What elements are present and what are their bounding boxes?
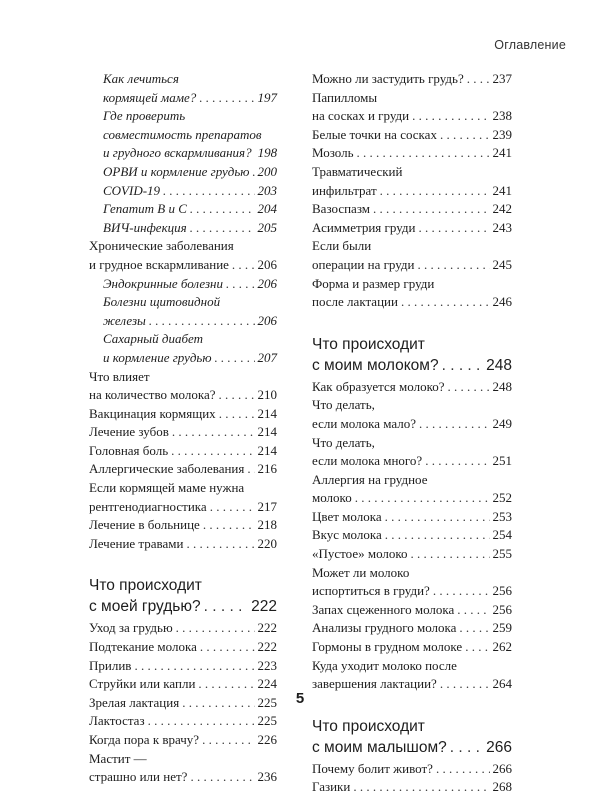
toc-entry-title-line: Форма и размер груди [312, 275, 435, 291]
toc-page-number: 214 [257, 424, 277, 440]
toc-entry [312, 396, 512, 433]
dot-leader [419, 415, 489, 434]
toc-entry-title-line: если молока мало? [312, 415, 417, 431]
toc-entry-title-line: железы [103, 312, 146, 328]
dot-leader [355, 489, 490, 508]
toc-section-heading [89, 575, 277, 617]
toc-entry-title-line: Если были [312, 238, 372, 254]
toc-entry-title-line: Что происходит [89, 577, 202, 595]
toc-entry-title-line: Газики [312, 779, 351, 795]
toc-entry [312, 657, 512, 694]
toc-page-number: 236 [257, 769, 277, 785]
dot-leader [425, 452, 489, 471]
toc-entry-title-line: с моей грудью? [89, 598, 201, 616]
dot-leader [219, 405, 255, 424]
toc-entry-title-line: Когда пора к врачу? [89, 732, 200, 747]
toc-entry-title-line: Что влияет [89, 368, 150, 384]
toc-entry [312, 526, 512, 545]
toc-entry-title-line: совместимость препаратов [103, 126, 262, 142]
dot-leader [203, 516, 255, 535]
toc-page-number: 251 [492, 453, 512, 469]
toc-entry [89, 750, 277, 787]
toc-entry [89, 479, 277, 516]
toc-page-number: 206 [257, 312, 277, 328]
dot-leader [465, 638, 489, 657]
toc-entry-title-line: Лечение зубов [89, 424, 169, 440]
dot-leader [385, 526, 490, 545]
dot-leader [433, 582, 490, 601]
toc-entry-title-line: Зрелая лактация [89, 694, 180, 710]
dot-leader [199, 89, 254, 108]
dot-leader [247, 460, 254, 479]
toc-entry-title-line: Как образуется молоко? [312, 378, 445, 394]
dot-leader [219, 386, 255, 405]
toc-entry [312, 601, 512, 620]
toc-entry [89, 70, 277, 107]
toc-entry-title-line: Болезни щитовидной [103, 294, 221, 310]
toc-entry [312, 378, 512, 397]
toc-entry-title-line: Куда уходит молоко после [312, 657, 457, 673]
dot-leader [418, 219, 489, 238]
toc-entry-title-line: ВИЧ-инфекция [103, 219, 187, 235]
toc-entry [312, 434, 512, 471]
dot-leader [412, 107, 489, 126]
dot-leader [440, 126, 490, 145]
toc-page-number: 248 [492, 378, 512, 394]
dot-leader [190, 200, 255, 219]
toc-entry-title-line: Гормоны в грудном молоке [312, 639, 463, 655]
toc-page-number: 203 [257, 182, 277, 198]
toc-entry [312, 144, 512, 163]
toc-entry-title-line: Что происходит [312, 717, 425, 735]
toc-page-number: 254 [492, 527, 512, 543]
toc-entry [89, 619, 277, 638]
toc-entry-title-line: рентгенодиагностика [89, 498, 207, 514]
toc-page-number: 255 [492, 546, 512, 562]
dot-leader [163, 182, 254, 201]
dot-leader [380, 182, 490, 201]
toc-entry-title-line: Папилломы [312, 89, 378, 105]
toc-page-number: 268 [492, 779, 512, 795]
dot-leader [186, 535, 254, 554]
toc-page-number: 256 [492, 601, 512, 617]
dot-leader [232, 256, 255, 275]
toc-entry [312, 200, 512, 219]
toc-entry [89, 293, 277, 330]
toc-page-number: 206 [257, 275, 277, 291]
toc-entry [89, 200, 277, 219]
toc-entry [312, 70, 512, 89]
toc-page-number: 253 [492, 508, 512, 524]
toc-entry-title-line: Что происходит [312, 335, 425, 353]
toc-entry [89, 712, 277, 731]
toc-column-left [89, 70, 277, 787]
toc-entry-title-line: Вакцинация кормящих [89, 405, 216, 421]
toc-page-number: 225 [257, 713, 277, 729]
toc-page-number: 222 [257, 639, 277, 655]
dot-leader [385, 508, 490, 527]
toc-page-number: 226 [257, 732, 277, 747]
dot-leader [357, 144, 490, 163]
toc-entry-title-line: Хронические заболевания [89, 238, 234, 254]
toc-entry-title-line: Может ли молоко [312, 564, 410, 580]
toc-page-number: 217 [257, 498, 277, 514]
running-header: Оглавление [494, 38, 566, 52]
toc-entry-title-line: Гепатит В и С [103, 201, 187, 217]
toc-entry-title-line: Вазоспазм [312, 201, 370, 217]
toc-page-number: 256 [492, 583, 512, 599]
toc-entry [89, 368, 277, 405]
toc-page-number: 245 [492, 256, 512, 272]
toc-page-number: 239 [492, 126, 512, 142]
toc-page-number: 249 [492, 415, 512, 431]
toc-entry [89, 657, 277, 676]
toc-entry [312, 545, 512, 564]
toc-section-heading [312, 716, 512, 758]
toc-entry-title-line: Лактостаз [89, 713, 145, 729]
toc-page-number: 222 [257, 620, 277, 636]
toc-entry [312, 89, 512, 126]
toc-page-number: 222 [251, 598, 277, 616]
dot-leader [448, 378, 490, 397]
toc-entry-title-line: Струйки или капли [89, 676, 196, 692]
toc-entry [89, 107, 277, 163]
toc-entry [312, 126, 512, 145]
toc-entry-title-line: COVID-19 [103, 182, 161, 198]
toc-entry-title-line: с моим молоком? [312, 356, 439, 374]
dot-leader [459, 619, 489, 638]
dot-leader [401, 293, 490, 312]
toc-page-number: 198 [257, 145, 278, 161]
toc-page-number: 220 [257, 535, 277, 551]
toc-entry-title-line: если молока много? [312, 453, 423, 469]
toc-entry-title-line: Подтекание молока [89, 639, 197, 655]
dot-leader [450, 737, 483, 758]
toc-entry [89, 237, 277, 274]
toc-entry-title-line: страшно или нет? [89, 769, 188, 785]
dot-leader [418, 256, 490, 275]
toc-entry [312, 237, 512, 274]
toc-entry [89, 219, 277, 238]
dot-leader [149, 312, 255, 331]
toc-entry-title-line: после лактации [312, 294, 398, 310]
dot-leader [202, 731, 254, 750]
toc-page-number: 264 [492, 676, 512, 692]
toc-page-number: 205 [257, 219, 277, 235]
toc-column-right [312, 70, 512, 797]
toc-page-number: 210 [257, 387, 277, 403]
dot-leader [411, 545, 490, 564]
toc-entry-title-line: Аллергические заболевания [89, 461, 245, 477]
toc-page-number: 246 [492, 294, 512, 310]
toc-entry [89, 442, 277, 461]
toc-entry-title-line: Цвет молока [312, 508, 382, 524]
dot-leader [252, 163, 254, 182]
dot-leader [176, 619, 255, 638]
toc-entry-title-line: Можно ли застудить грудь? [312, 71, 464, 86]
toc-entry-title-line: Асимметрия груди [312, 219, 416, 235]
toc-page-number: 207 [257, 349, 277, 365]
toc-entry [89, 405, 277, 424]
toc-entry-title-line: Головная боль [89, 442, 169, 458]
toc-entry-title-line: «Пустое» молоко [312, 546, 408, 562]
toc-page-number: 204 [257, 201, 277, 217]
dot-leader [134, 657, 254, 676]
toc-entry-title-line: Мозоль [312, 145, 354, 161]
toc-entry [312, 508, 512, 527]
toc-entry-title-line: операции на груди [312, 256, 415, 272]
toc-page-number: 216 [257, 461, 277, 477]
toc-entry-title-line: Уход за грудью [89, 620, 173, 636]
toc-entry [89, 731, 277, 750]
toc-entry-title-line: Вкус молока [312, 527, 382, 543]
toc-entry-title-line: ОРВИ и кормление грудью [103, 163, 250, 179]
toc-page-number: 237 [492, 71, 512, 86]
toc-entry-title-line: Мастит — [89, 750, 147, 766]
toc-entry-title-line: Анализы грудного молока [312, 620, 457, 636]
toc-page-number: 225 [257, 694, 277, 710]
toc-entry [89, 535, 277, 554]
toc-page-number: 252 [492, 490, 512, 506]
toc-page-number: 241 [492, 145, 512, 161]
toc-page-number: 238 [492, 108, 512, 124]
toc-entry-title-line: Что делать, [312, 434, 375, 450]
toc-page-number: 243 [492, 219, 512, 235]
dot-leader [467, 70, 490, 89]
dot-leader [172, 423, 255, 442]
toc-entry [312, 619, 512, 638]
toc-entry-title-line: инфильтрат [312, 182, 377, 198]
toc-page-number: 200 [257, 163, 277, 179]
dot-leader [442, 355, 484, 376]
toc-entry-title-line: и грудное вскармливание [89, 256, 229, 272]
toc-entry-title-line: Сахарный диабет [103, 331, 203, 347]
dot-leader [215, 349, 255, 368]
toc-entry-title-line: Травматический [312, 163, 403, 179]
toc-entry-title-line: кормящей маме? [103, 89, 197, 105]
toc-page-number: 223 [257, 657, 277, 673]
toc-entry-title-line: Почему болит живот? [312, 760, 433, 776]
dot-leader [353, 778, 489, 797]
dot-leader [436, 760, 490, 779]
toc-entry-title-line: с моим малышом? [312, 738, 447, 756]
page-number: 5 [295, 690, 305, 707]
toc-entry-title-line: Запах сцеженного молока [312, 601, 455, 617]
toc-page-number: 197 [257, 89, 277, 105]
toc-entry-title-line: Где проверить [103, 108, 186, 124]
toc-entry-title-line: Прилив [89, 657, 132, 673]
toc-entry-title-line: Лечение в больнице [89, 517, 200, 533]
toc-section-heading [312, 334, 512, 376]
toc-entry-title-line: и грудного вскармливания? [103, 145, 252, 161]
dot-leader [190, 768, 254, 787]
toc-page-number: 266 [486, 738, 512, 756]
toc-entry [89, 638, 277, 657]
toc-entry [89, 182, 277, 201]
toc-page-number: 241 [492, 182, 512, 198]
toc-entry [89, 330, 277, 367]
toc-entry [312, 638, 512, 657]
dot-leader [210, 498, 255, 517]
toc-entry-title-line: на количество молока? [89, 387, 216, 403]
toc-page-number: 218 [257, 517, 277, 533]
dot-leader [204, 596, 249, 617]
dot-leader [457, 601, 489, 620]
toc-entry-title-line: Как лечиться [103, 71, 179, 86]
toc-page-number: 266 [492, 760, 512, 776]
toc-page-number: 206 [257, 256, 277, 272]
toc-page-number: 259 [492, 620, 512, 636]
toc-page-number: 262 [492, 639, 512, 655]
toc-entry-title-line: завершения лактации? [312, 676, 437, 692]
dot-leader [148, 712, 255, 731]
toc-entry [89, 460, 277, 479]
dot-leader [226, 275, 255, 294]
toc-entry-title-line: и кормление грудью [103, 349, 212, 365]
toc-entry [312, 760, 512, 779]
toc-entry-title-line: Что делать, [312, 397, 375, 413]
toc-entry [312, 564, 512, 601]
toc-entry-title-line: Лечение травами [89, 535, 184, 551]
toc-entry [89, 423, 277, 442]
toc-entry-title-line: на сосках и груди [312, 108, 410, 124]
toc-entry-title-line: Белые точки на сосках [312, 126, 437, 142]
dot-leader [200, 638, 255, 657]
toc-entry [312, 778, 512, 797]
toc-page-number: 242 [492, 201, 512, 217]
toc-page-number: 248 [486, 356, 512, 374]
dot-leader [171, 442, 254, 461]
toc-entry [89, 163, 277, 182]
toc-entry-title-line: испортиться в груди? [312, 583, 430, 599]
toc-entry-title-line: молоко [312, 490, 352, 506]
toc-page-number: 214 [257, 442, 277, 458]
dot-leader [373, 200, 490, 219]
toc-entry-title-line: Аллергия на грудное [312, 471, 428, 487]
toc-entry-title-line: Если кормящей маме нужна [89, 480, 245, 496]
toc-entry [89, 275, 277, 294]
toc-entry [312, 275, 512, 312]
toc-entry [312, 471, 512, 508]
toc-page-number: 224 [257, 676, 277, 692]
toc-entry [312, 163, 512, 200]
toc-entry [89, 516, 277, 535]
dot-leader [190, 219, 255, 238]
toc-page-number: 214 [257, 405, 277, 421]
toc-entry-title-line: Эндокринные болезни [103, 275, 223, 291]
toc-entry [312, 219, 512, 238]
